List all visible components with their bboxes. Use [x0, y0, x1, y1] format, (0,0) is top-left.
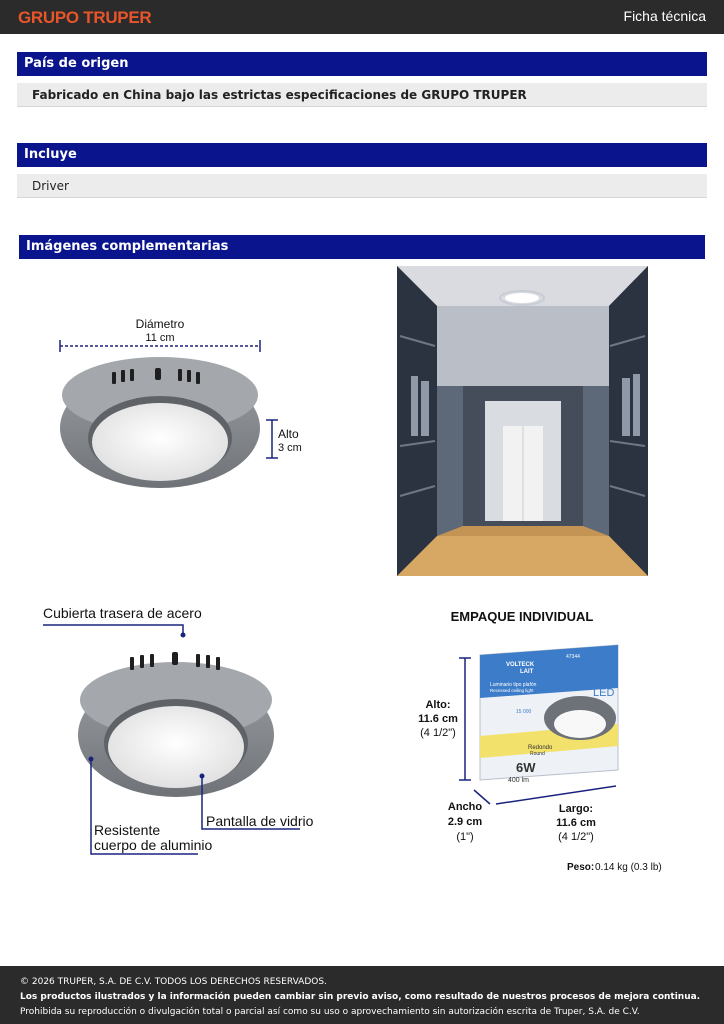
package-weight-value: 0.14 kg (0.3 lb)	[595, 862, 662, 873]
package-box-image	[480, 645, 618, 784]
features-diagram	[30, 595, 340, 865]
box-brand: VOLTECK	[506, 662, 535, 668]
box-lumens: 400 lm	[508, 777, 530, 784]
brand-logo: GRUPO TRUPER	[18, 8, 152, 27]
package-weight-label: Peso:	[567, 862, 595, 873]
back-cover-marker	[181, 633, 186, 638]
back-cover-label: Cubierta trasera de acero	[43, 605, 202, 621]
section-includes-text: Driver	[17, 174, 707, 198]
height-value: 3 cm	[278, 442, 302, 454]
package-height-cm: 11.6 cm	[418, 713, 458, 725]
box-code: 47344	[566, 654, 580, 660]
glass-screen-label: Pantalla de vidrio	[206, 813, 314, 829]
box-line: LAIT	[520, 669, 534, 675]
diameter-value: 11 cm	[145, 332, 175, 344]
package-length-cm: 11.6 cm	[556, 817, 596, 829]
box-watts: 6W	[516, 760, 536, 775]
box-led: LED	[593, 687, 615, 699]
body-label-line2: cuerpo de aluminio	[94, 837, 213, 853]
box-hours: 15 000	[516, 709, 532, 715]
height-label: Alto	[278, 427, 299, 441]
header-bar	[0, 0, 724, 34]
package-length-line	[496, 786, 616, 804]
package-height-in: (4 1/2")	[420, 727, 456, 739]
package-width-in: (1")	[456, 831, 474, 843]
diameter-label: Diámetro	[135, 317, 185, 331]
box-shape2: Round	[530, 751, 545, 757]
footer-notice: Los productos ilustrados y la información pueden cambiar sin previo aviso, como resultado de nuestros procesos de mejora continua.	[20, 992, 701, 1002]
section-images-title: Imágenes complementarias	[19, 235, 705, 259]
package-title: EMPAQUE INDIVIDUAL	[450, 609, 594, 624]
box-desc1: Luminario tipo plafón	[490, 682, 537, 688]
light-fixture-image	[60, 357, 260, 488]
footer-copyright: © 2026 TRUPER, S.A. DE C.V. TODOS LOS DERECHOS RESERVADOS.	[20, 977, 327, 987]
document-type: Ficha técnica	[623, 8, 706, 24]
dimensions-diagram	[40, 300, 340, 530]
body-label-line1: Resistente	[94, 822, 161, 838]
section-includes-title: Incluye	[17, 143, 707, 167]
box-shape1: Redondo	[528, 745, 553, 751]
section-origin-text: Fabricado en China bajo las estrictas especificaciones de GRUPO TRUPER	[17, 83, 707, 107]
section-origin-title: País de origen	[17, 52, 707, 76]
footer-disclaimer: Prohibida su reproducción o divulgación total o parcial así como su uso o aprovechamiento sin autorización escrita de Truper, S.A. de C.V.	[20, 1007, 640, 1017]
light-fixture-image	[78, 652, 274, 797]
package-width-label: Ancho	[447, 801, 483, 813]
package-diagram	[410, 600, 710, 880]
package-length-label: Largo:	[558, 803, 594, 815]
box-desc2: Recessed ceiling light	[490, 688, 534, 693]
package-height-label: Alto:	[425, 699, 451, 711]
package-length-in: (4 1/2")	[558, 831, 594, 843]
package-width-cm: 2.9 cm	[447, 816, 483, 828]
closet-photo	[397, 266, 648, 576]
footer	[0, 966, 724, 1024]
